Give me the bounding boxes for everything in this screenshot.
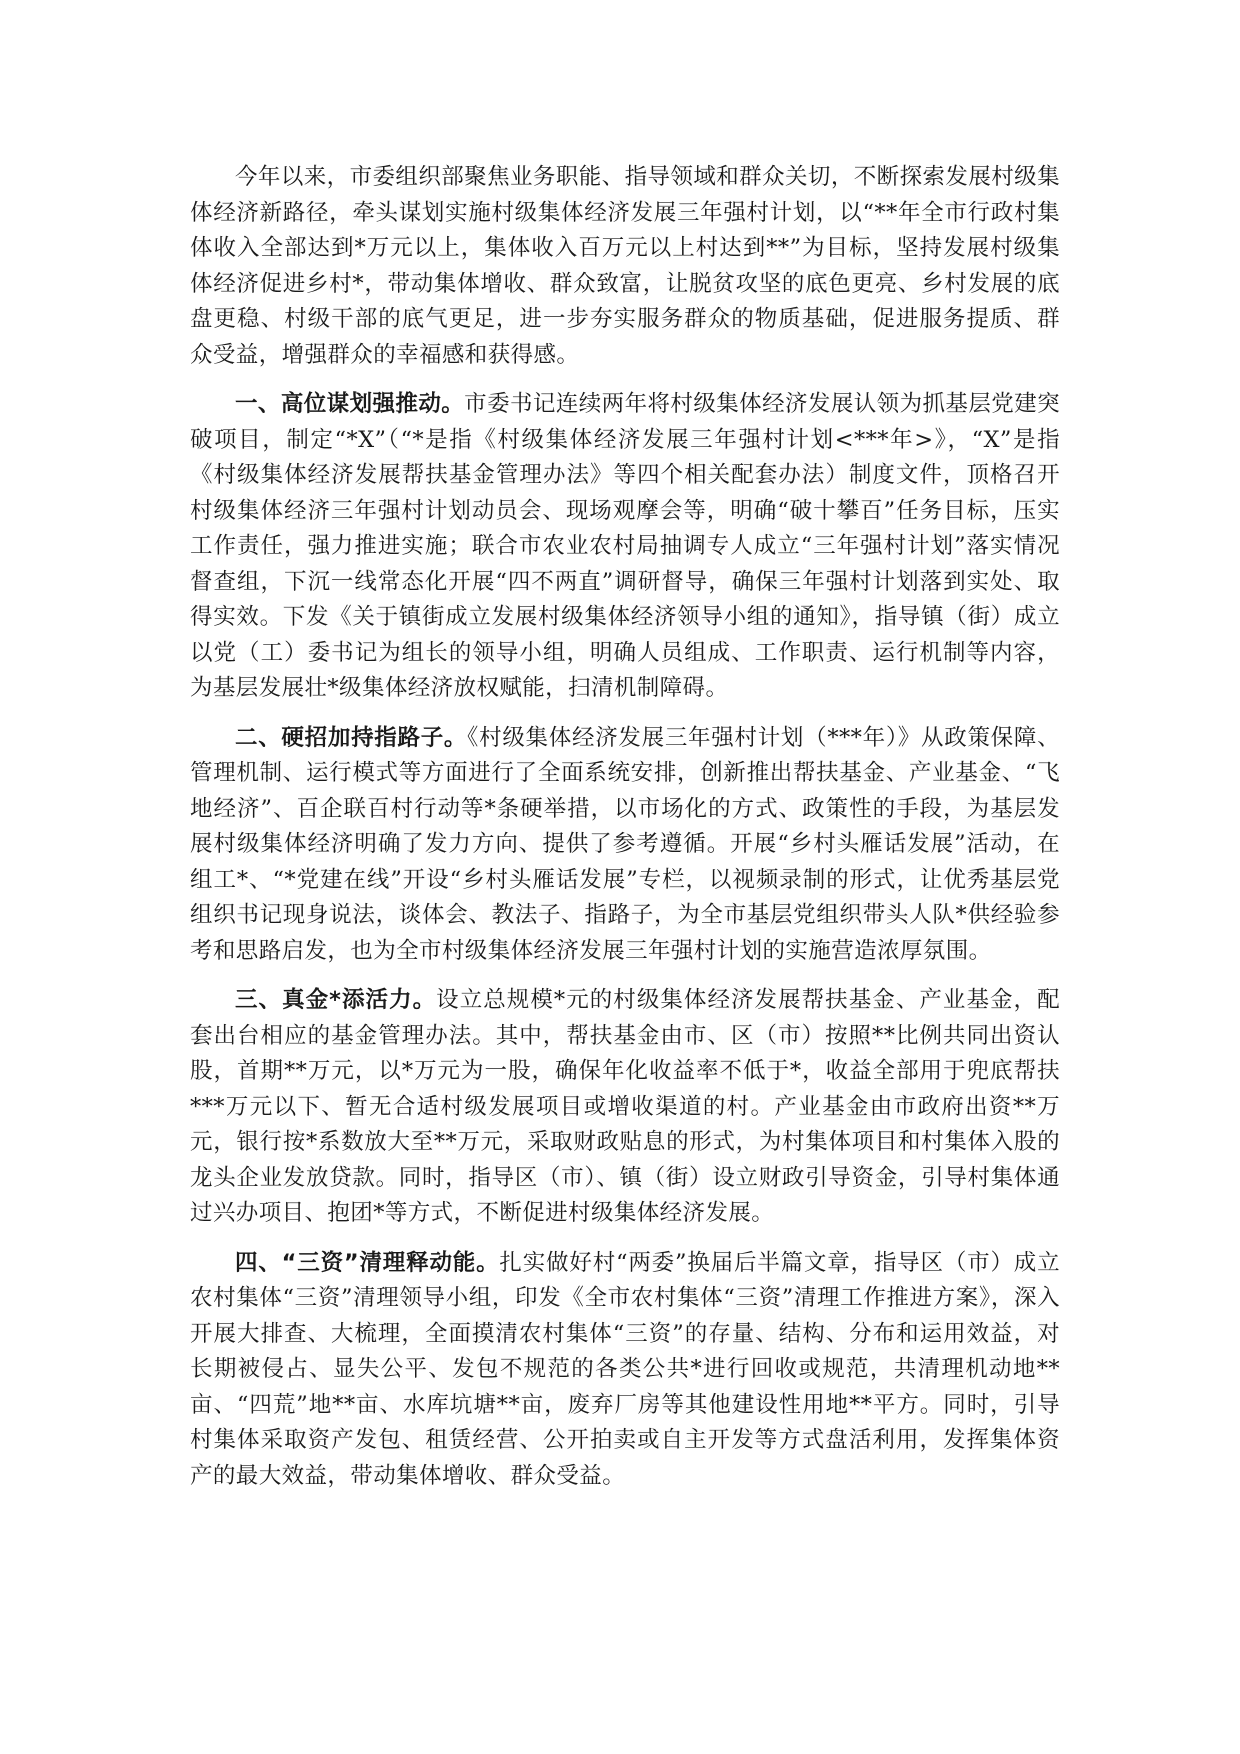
section-body-4: 扎实做好村“两委”换届后半篇文章，指导区（市）成立农村集体“三资”清理领导小组，印发《全市农村集体“三资”清理工作推进方案》，深入开展大排查、大梳理，全面摸清农村集体“三资”的存量、结构、分布和运用效益，对长期被侵占、显失公平、发包不规范的各类公共*进行回收或规范，共清理机动地**亩、“四荒”地**亩、水库坑塘**亩，废弃厂房等其他建设性用地**平方。同时，引导村集体采取资产发包、租赁经营、公开拍卖或自主开发等方式盘活利用，发挥集体资产的最大效益，带动集体增收、群众受益。 (190, 1249, 1060, 1489)
section-heading-3: 三、真金*添活力。 (235, 987, 437, 1013)
section-heading-4: 四、“三资”清理释动能。 (235, 1249, 500, 1276)
section-body-2: 《村级集体经济发展三年强村计划（***年）》从政策保障、管理机制、运行模式等方面进行了全面系统安排，创新推出帮扶基金、产业基金、“飞地经济”、百企联百村行动等*条硬举措，以市场化的方式、政策性的手段，为基层发展村级集体经济明确了发力方向、提供了参考遵循。开展“乡村头雁话发展”活动，在组工*、“*党建在线”开设“乡村头雁话发展”专栏，以视频录制的形式，让优秀基层党组织书记现身说法，谈体会、教法子、指路子，为全市基层党组织带头人队*供经验参考和思路启发，也为全市村级集体经济发展三年强村计划的实施营造浓厚氛围。 (190, 724, 1060, 964)
section-paragraph-4 (190, 1246, 1060, 1495)
section-paragraph-3 (190, 983, 1060, 1232)
section-body-3: 设立总规模*元的村级集体经济发展帮扶基金、产业基金，配套出台相应的基金管理办法。其中，帮扶基金由市、区（市）按照**比例共同出资认股，首期**万元，以*万元为一股，确保年化收益率不低于*，收益全部用于兜底帮扶***万元以下、暂无合适村级发展项目或增收渠道的村。产业基金由市政府出资**万元，银行按*系数放大至**万元，采取财政贴息的形式，为村集体项目和村集体入股的龙头企业发放贷款。同时，指导区（市）、镇（街）设立财政引导资金，引导村集体通过兴办项目、抱团*等方式，不断促进村级集体经济发展。 (190, 987, 1060, 1226)
section-heading-1: 一、高位谋划强推动。 (235, 391, 465, 417)
section-heading-2: 二、硬招加持指路子。 (235, 724, 468, 751)
section-body-1: 市委书记连续两年将村级集体经济发展认领为抓基层党建突破项目，制定“*X”（“*是指《村级集体经济发展三年强村计划<***年>》，“X”是指《村级集体经济发展帮扶基金管理办法》等四个相关配套办法）制度文件，顶格召开村级集体经济三年强村计划动员会、现场观摩会等，明确“破十攀百”任务目标，压实工作责任，强力推进实施；联合市农业农村局抽调专人成立“三年强村计划”落实情况督查组，下沉一线常态化开展“四不两直”调研督导，确保三年强村计划落到实处、取得实效。下发《关于镇街成立发展村级集体经济领导小组的通知》，指导镇（街）成立以党（工）委书记为组长的领导小组，明确人员组成、工作职责、运行机制等内容，为基层发展壮*级集体经济放权赋能，扫清机制障碍。 (190, 391, 1060, 701)
intro-text: 今年以来，市委组织部聚焦业务职能、指导领域和群众关切，不断探索发展村级集体经济新路径，牵头谋划实施村级集体经济发展三年强村计划，以“**年全市行政村集体收入全部达到*万元以上，集体收入百万元以上村达到**”为目标，坚持发展村级集体经济促进乡村*，带动集体增收、群众致富，让脱贫攻坚的底色更亮、乡村发展的底盘更稳、村级干部的底气更足，进一步夯实服务群众的物质基础，促进服务提质、群众受益，增强群众的幸福感和获得感。 (190, 164, 1060, 368)
intro-paragraph (190, 160, 1060, 373)
document-body (190, 160, 1060, 1508)
section-paragraph-2 (190, 721, 1060, 970)
section-paragraph-1 (190, 387, 1060, 707)
